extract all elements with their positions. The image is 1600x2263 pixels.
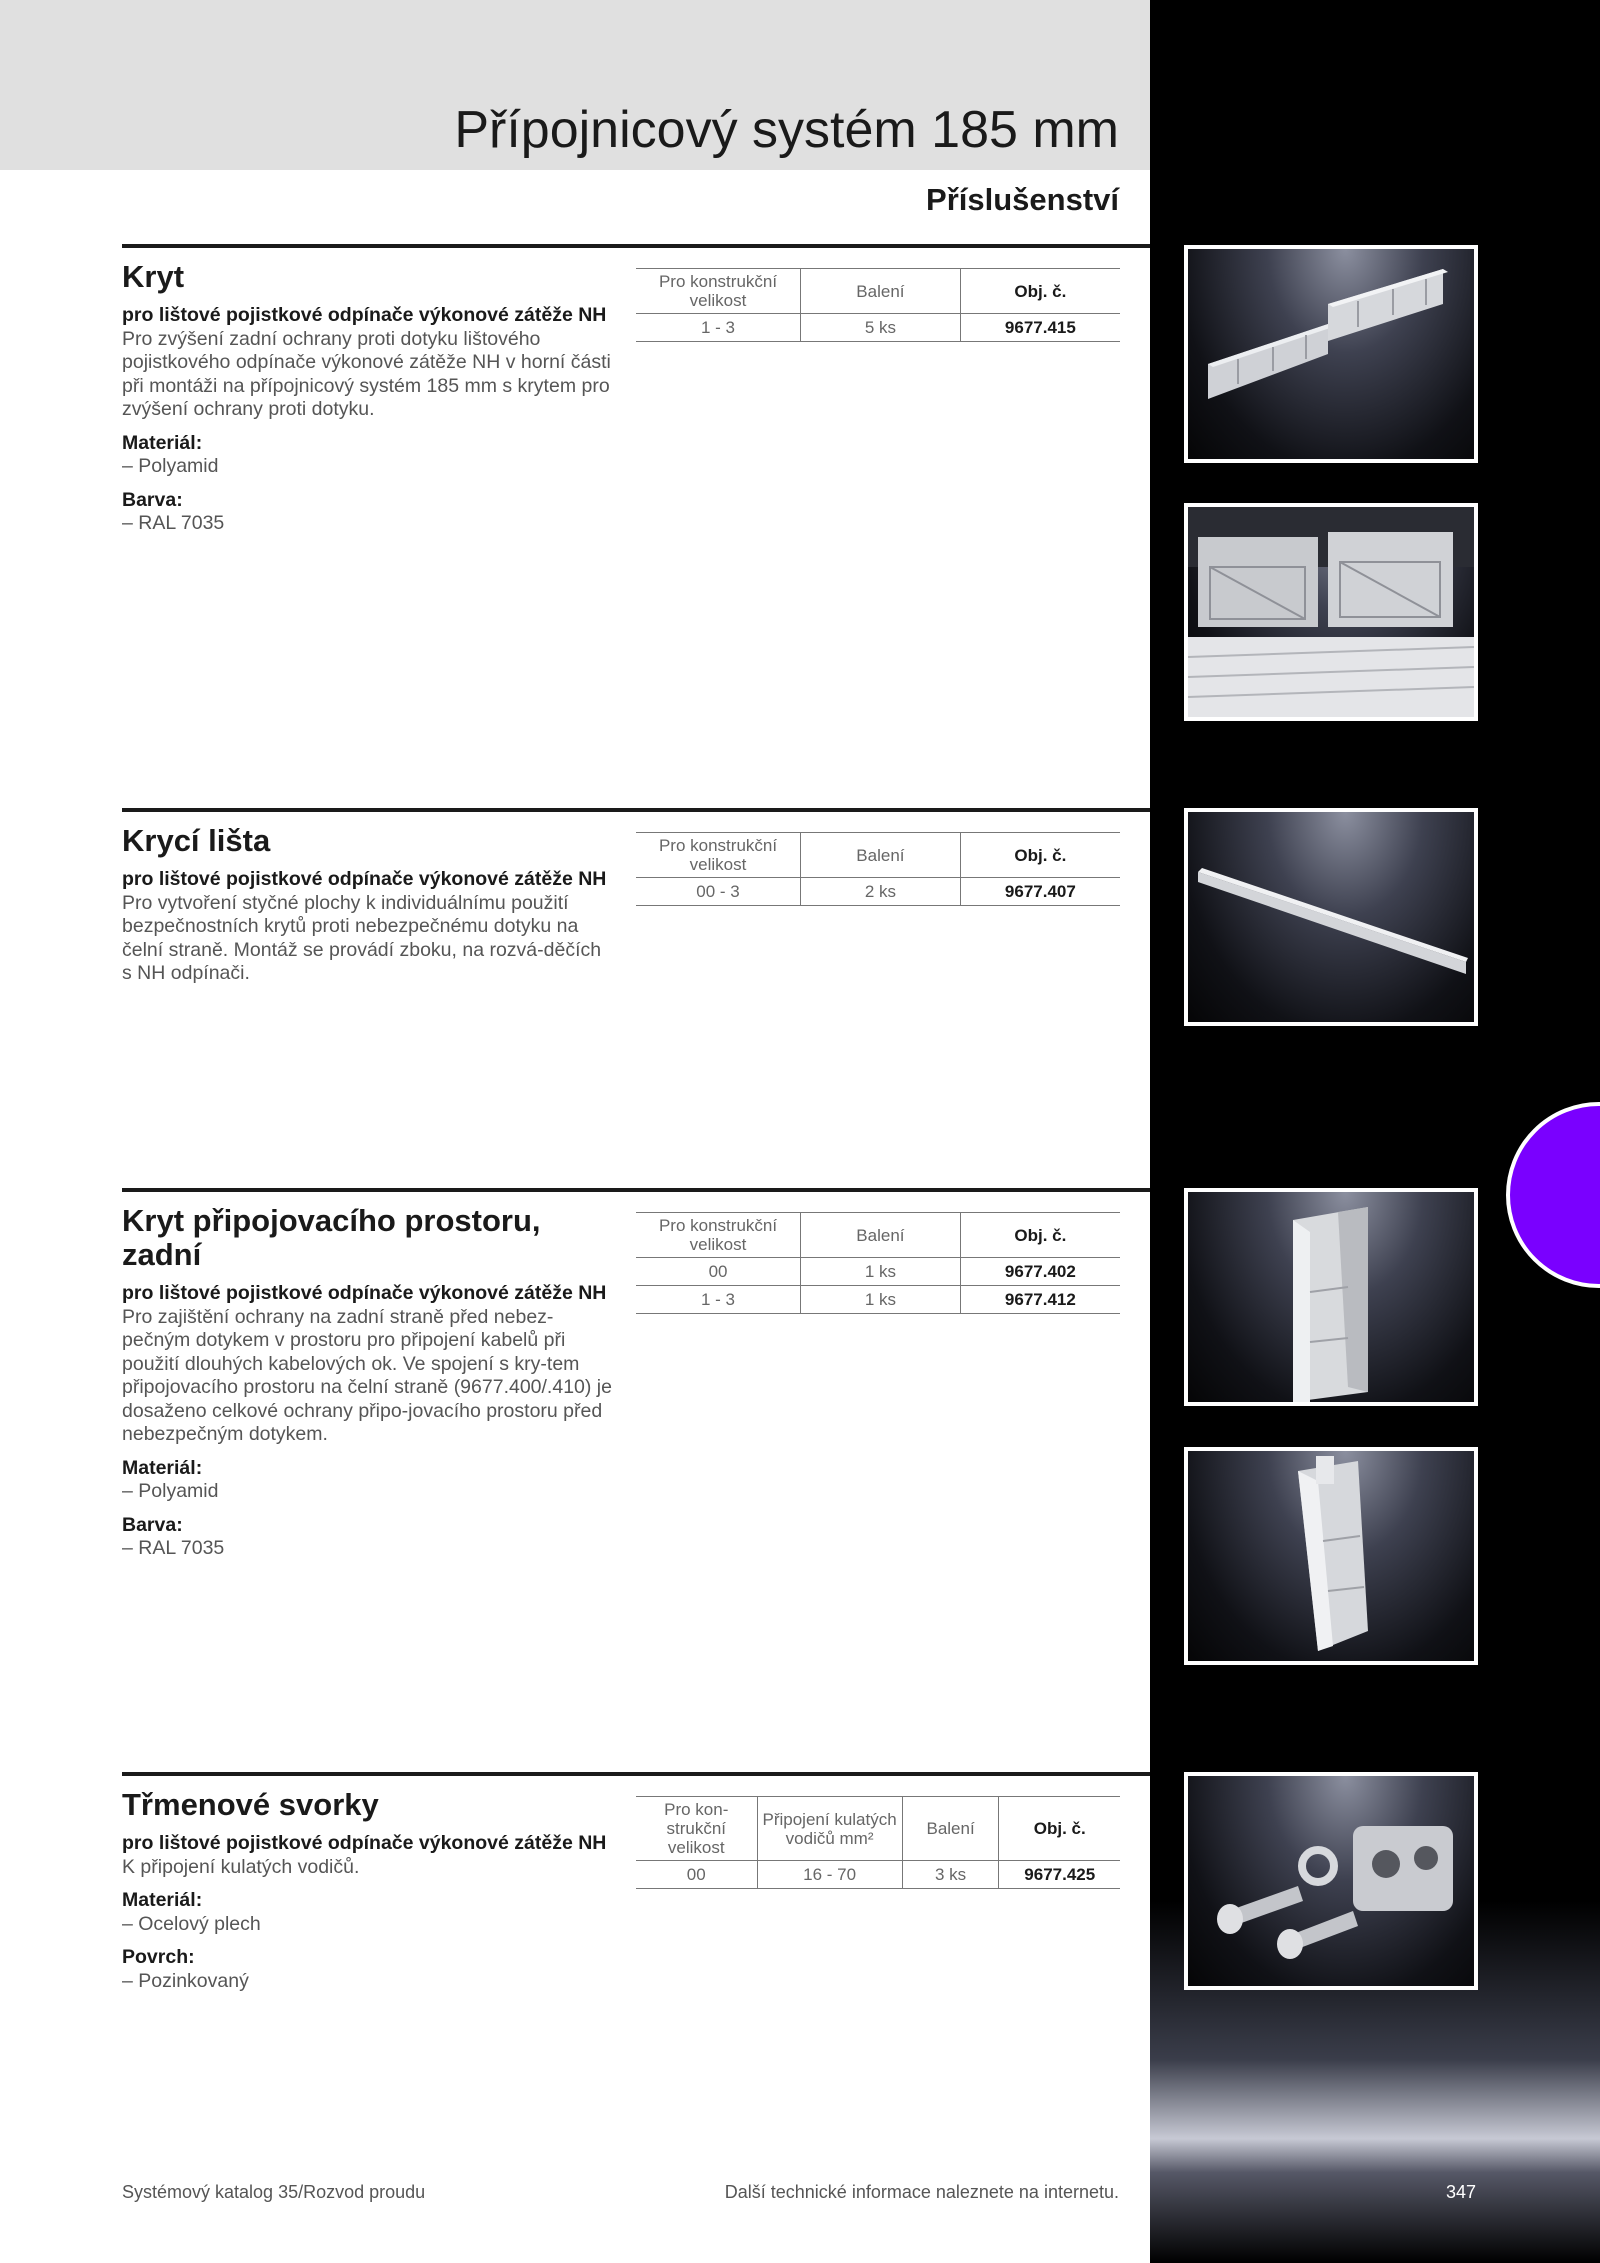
material-value: – Polyamid bbox=[122, 1480, 219, 1502]
cell-order-number: 9677.407 bbox=[960, 878, 1120, 906]
color-value: – RAL 7035 bbox=[122, 512, 225, 534]
cell-order-number: 9677.402 bbox=[960, 1258, 1120, 1286]
section-title: Krycí lišta bbox=[122, 823, 271, 858]
section-title: Kryt bbox=[122, 259, 185, 294]
footer-catalog: Systémový katalog 35/Rozvod proudu bbox=[122, 2182, 426, 2202]
spec-table bbox=[636, 832, 1120, 906]
col-header-size: Pro konstrukční velikost bbox=[636, 1213, 801, 1258]
cell-pack: 3 ks bbox=[902, 1861, 999, 1889]
cell-size: 00 - 3 bbox=[636, 878, 801, 906]
col-header-order: Obj. č. bbox=[999, 1797, 1120, 1861]
section-body bbox=[122, 1282, 612, 1561]
section-kryci-lista bbox=[122, 808, 1150, 984]
cell-pack: 5 ks bbox=[801, 314, 961, 342]
material-label: Materiál: bbox=[122, 1889, 203, 1911]
color-label: Barva: bbox=[122, 1513, 183, 1536]
section-body bbox=[122, 1832, 612, 1993]
footer-info: Další technické informace naleznete na internetu. bbox=[724, 2182, 1119, 2202]
spec-table bbox=[636, 1212, 1120, 1314]
color-value: – RAL 7035 bbox=[122, 1537, 225, 1559]
spec-table bbox=[636, 1796, 1120, 1889]
cell-order-number: 9677.412 bbox=[960, 1286, 1120, 1314]
material-label: Materiál: bbox=[122, 431, 203, 454]
col-header-pack: Balení bbox=[801, 1213, 961, 1258]
material-value: – Polyamid bbox=[122, 455, 219, 477]
cell-size: 00 bbox=[636, 1861, 757, 1889]
col-header-connection: Připojení kulatých vodičů mm² bbox=[757, 1797, 902, 1861]
material-value: – Ocelový plech bbox=[122, 1912, 261, 1935]
col-header-pack: Balení bbox=[801, 269, 961, 314]
material-label: Materiál: bbox=[122, 1456, 203, 1479]
cell-pack: 2 ks bbox=[801, 878, 961, 906]
connection-cover-side-photo bbox=[1184, 1447, 1478, 1665]
section-subtitle: pro lištové pojistkové odpínače výkonové zátěže NH bbox=[122, 304, 607, 326]
section-description: Pro zvýšení zadní ochrany proti dotyku lištového pojistkového odpínače výkonové zátěže NH v horní části při montáži na přípojnicový systém 185 mm s krytem pro zvýšení ochrany proti dotyku. bbox=[122, 327, 611, 420]
clamp-terminals-photo bbox=[1184, 1772, 1478, 1990]
cell-order-number: 9677.425 bbox=[999, 1861, 1120, 1889]
cover-parts-photo bbox=[1184, 245, 1478, 463]
cell-size: 1 - 3 bbox=[636, 314, 801, 342]
section-description: Pro zajištění ochrany na zadní straně před nebez-pečným dotykem v prostoru pro připojení kabelů při použití dlouhých kabelových ok. Ve spojení s kry-tem připojovacího prostoru na čelní straně (9677.400/.410) je dosaženo celkové ochrany připo-jovacího prostoru před nebezpečným dotykem. bbox=[122, 1305, 612, 1445]
table-row bbox=[636, 1258, 1120, 1286]
spec-table bbox=[636, 268, 1120, 342]
cell-size: 00 bbox=[636, 1258, 801, 1286]
table-row bbox=[636, 1861, 1120, 1889]
section-kryt-pripojovaciho-prostoru bbox=[122, 1188, 1150, 1559]
section-description: Pro vytvoření styčné plochy k individuálnímu použití bezpečnostních krytů proti nebezpečnému dotyku na čelní straně. Montáž se provádí zboku, na rozvá-děčích s NH odpínači. bbox=[122, 891, 602, 984]
connection-cover-photo bbox=[1184, 1188, 1478, 1406]
col-header-order: Obj. č. bbox=[960, 833, 1120, 878]
page-title: Přípojnicový systém 185 mm bbox=[454, 101, 1119, 159]
col-header-order: Obj. č. bbox=[960, 1213, 1120, 1258]
section-body bbox=[122, 868, 612, 986]
cover-strip-photo bbox=[1184, 808, 1478, 1026]
cell-pack: 1 ks bbox=[801, 1258, 961, 1286]
section-trmenove-svorky bbox=[122, 1772, 1150, 1992]
installed-cover-photo bbox=[1184, 503, 1478, 721]
color-label: Barva: bbox=[122, 488, 183, 511]
cell-pack: 1 ks bbox=[801, 1286, 961, 1314]
cell-order-number: 9677.415 bbox=[960, 314, 1120, 342]
cell-connection: 16 - 70 bbox=[757, 1861, 902, 1889]
col-header-order: Obj. č. bbox=[960, 269, 1120, 314]
page-number: 347 bbox=[1446, 2182, 1477, 2202]
section-description: K připojení kulatých vodičů. bbox=[122, 1855, 360, 1878]
col-header-pack: Balení bbox=[902, 1797, 999, 1861]
page-subtitle: Příslušenství bbox=[926, 182, 1119, 217]
section-subtitle: pro lištové pojistkové odpínače výkonové zátěže NH bbox=[122, 1832, 607, 1854]
table-row bbox=[636, 1286, 1120, 1314]
section-subtitle: pro lištové pojistkové odpínače výkonové zátěže NH bbox=[122, 868, 607, 890]
col-header-size: Pro konstrukční velikost bbox=[636, 269, 801, 314]
col-header-size: Pro konstrukční velikost bbox=[636, 833, 801, 878]
surface-value: – Pozinkovaný bbox=[122, 1969, 249, 1992]
col-header-pack: Balení bbox=[801, 833, 961, 878]
surface-label: Povrch: bbox=[122, 1946, 195, 1968]
table-row bbox=[636, 314, 1120, 342]
section-subtitle: pro lištové pojistkové odpínače výkonové zátěže NH bbox=[122, 1282, 607, 1304]
section-title: Třmenové svorky bbox=[122, 1787, 379, 1822]
col-header-size: Pro kon-strukční velikost bbox=[636, 1797, 757, 1861]
section-kryt bbox=[122, 244, 1150, 534]
cell-size: 1 - 3 bbox=[636, 1286, 801, 1314]
section-title: Kryt připojovacího prostoru, zadní bbox=[122, 1203, 541, 1272]
section-body bbox=[122, 304, 612, 536]
table-row bbox=[636, 878, 1120, 906]
